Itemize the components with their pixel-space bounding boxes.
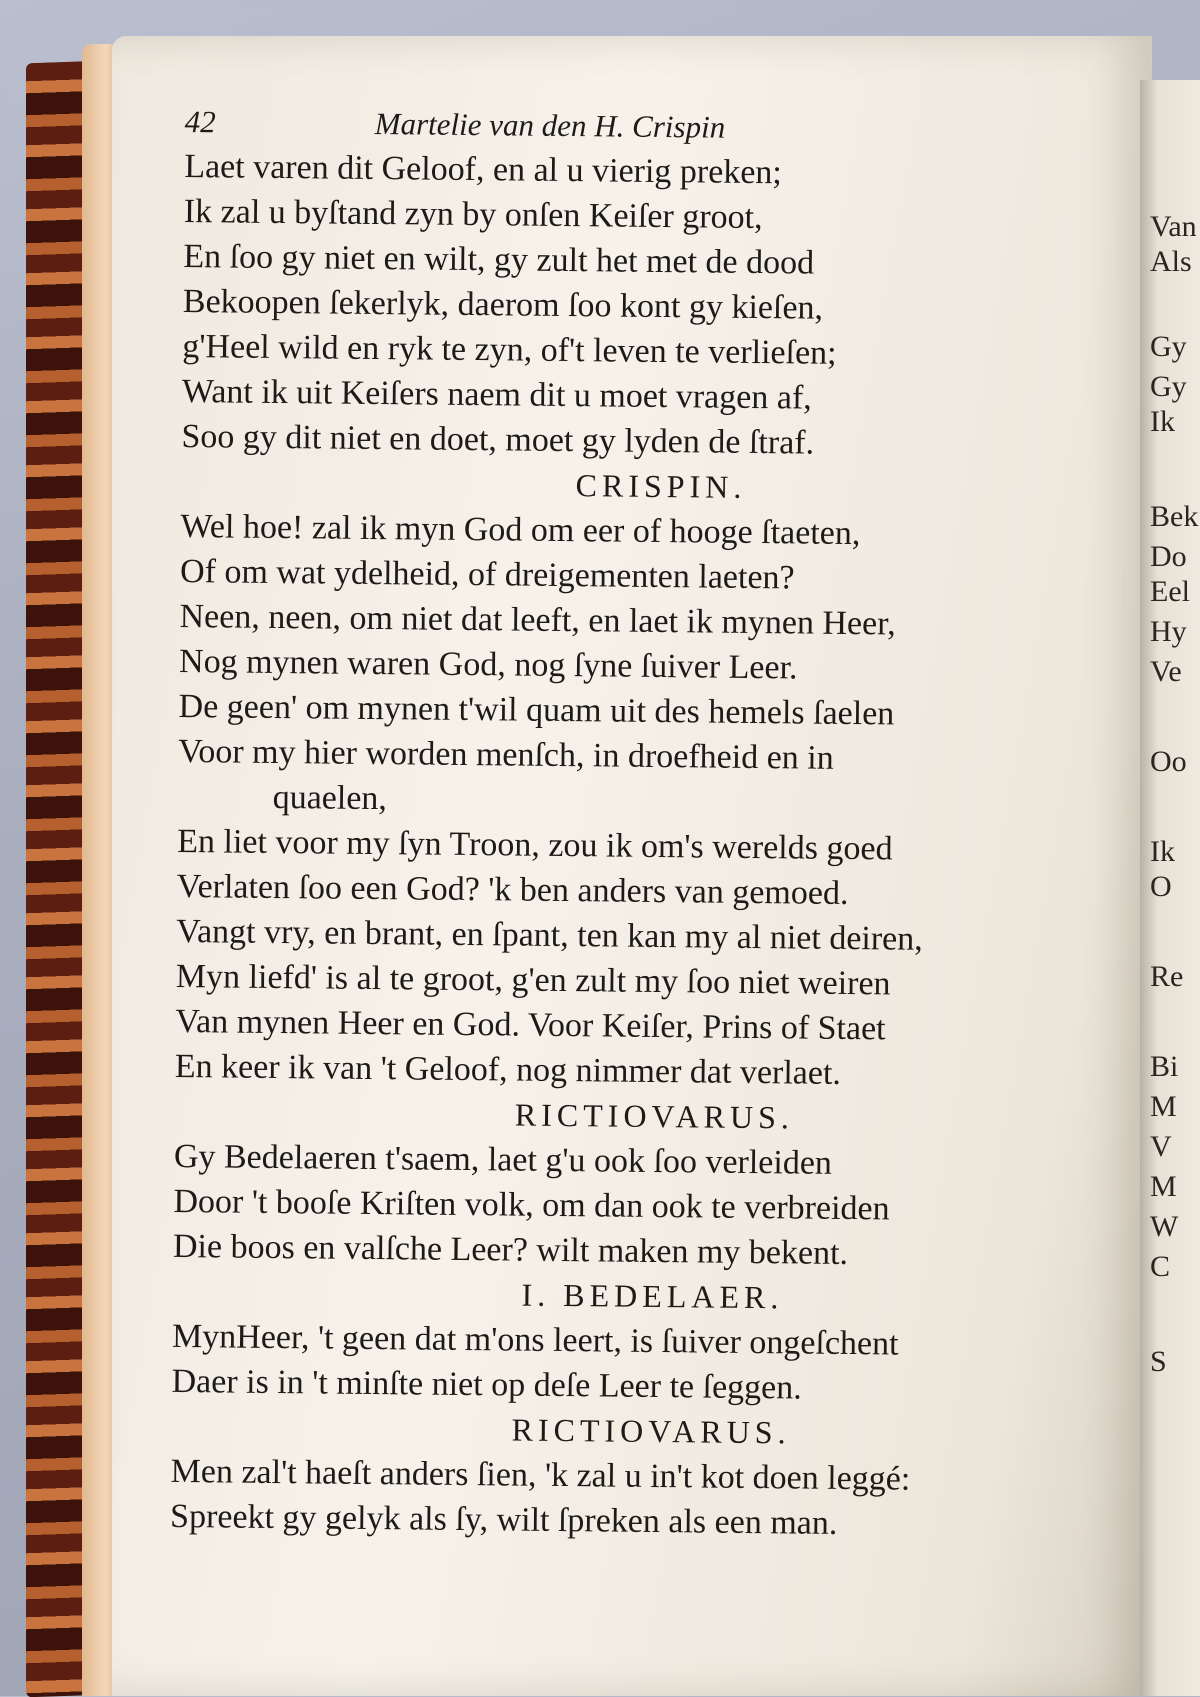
verse-line: Bekoopen ſekerlyk, daerom ſoo kont gy kieſen, — [182, 282, 824, 327]
verse-line: Of om wat ydelheid, of dreigementen laeten? — [179, 552, 795, 597]
verse-line: Soo gy dit niet en doet, moet gy lyden de ſtraf. — [181, 417, 815, 462]
right-page-fragment: W — [1150, 1210, 1179, 1243]
right-page-edge — [1140, 80, 1200, 1696]
right-page-fragment: Re — [1150, 960, 1184, 993]
speaker-heading: RICTIOVARUS. — [514, 1096, 795, 1136]
right-page-fragment: Oo — [1150, 745, 1187, 778]
verse-line: Neen, neen, om niet dat leeft, en laet ik mynen Heer, — [179, 597, 896, 643]
speaker-heading: CRISPIN. — [575, 467, 747, 505]
right-page-fragment: Gy — [1150, 330, 1187, 363]
right-page-fragment: O — [1150, 870, 1172, 903]
verse-line: Van mynen Heer en God. Voor Keiſer, Prins of Staet — [175, 1002, 886, 1048]
verse-line: quaelen, — [272, 778, 388, 818]
verse-line: Wel hoe! zal ik myn God om eer of hooge ſtaeten, — [180, 507, 861, 553]
verse-line: Nog mynen waren God, nog ſyne ſuiver Leer. — [178, 642, 798, 687]
verse-line: Spreekt gy gelyk als ſy, wilt ſpreken als een man. — [169, 1497, 838, 1542]
right-page-fragment: M — [1150, 1090, 1177, 1123]
page-text — [170, 100, 1125, 1549]
verse-line: Ik zal u byſtand zyn by onſen Keiſer groot, — [183, 192, 763, 237]
verse-line: Gy Bedelaeren t'saem, laet g'u ook ſoo verleiden — [173, 1137, 833, 1182]
verse-line: MynHeer, 't geen dat m'ons leert, is ſuiver ongeſchent — [171, 1317, 899, 1363]
verse-line: Myn liefd' is al te groot, g'en zult my ſoo niet weiren — [175, 957, 891, 1003]
verse-line: En keer ik van 't Geloof, nog nimmer dat verlaet. — [174, 1047, 842, 1092]
speaker-heading: I. BEDELAER. — [521, 1276, 784, 1316]
right-page-fragment: Do — [1150, 540, 1187, 573]
right-page-fragment: Gy — [1150, 370, 1187, 403]
verse-line: En ſoo gy niet en wilt, gy zult het met de dood — [183, 237, 815, 282]
right-page-fragment: C — [1150, 1250, 1171, 1283]
right-page-fragment: Ve — [1150, 655, 1182, 688]
right-page-fragment: Als — [1150, 245, 1192, 278]
right-page-fragment: V — [1150, 1130, 1172, 1163]
right-page-fragment: M — [1150, 1170, 1177, 1203]
right-page-fragment: Ik — [1150, 405, 1175, 438]
speaker-heading: RICTIOVARUS. — [511, 1411, 791, 1451]
verse-line: Men zal't haeſt anders ſien, 'k zal u in't kot doen leggé: — [170, 1452, 911, 1498]
verse-line: Vangt vry, en brant, en ſpant, ten kan my al niet deiren, — [176, 912, 923, 958]
right-page-fragment: Ik — [1150, 835, 1175, 868]
verse-line: Daer is in 't minſte niet op deſe Leer te ſeggen. — [171, 1362, 802, 1407]
verse-body — [170, 144, 1125, 1549]
verse-line: Verlaten ſoo een God? 'k ben anders van gemoed. — [176, 867, 849, 912]
verse-line: De geen' om mynen t'wil quam uit des hemels ſaelen — [178, 687, 895, 733]
verse-line: Want ik uit Keiſers naem dit u moet vragen af, — [181, 372, 812, 417]
right-page-fragment: S — [1150, 1345, 1167, 1378]
verse-line: g'Heel wild en ryk te zyn, of't leven te verlieſen; — [182, 327, 837, 372]
verse-line: Voor my hier worden menſch, in droefheid en in — [177, 732, 834, 777]
page-number: 42 — [184, 103, 216, 140]
running-title: Martelie van den H. Crispin — [374, 105, 726, 145]
right-page-fragment: Bi — [1150, 1050, 1179, 1083]
right-page-fragment: Bek — [1150, 500, 1199, 533]
verse-line: En liet voor my ſyn Troon, zou ik om's werelds goed — [177, 822, 893, 868]
right-page-fragment: Hy — [1150, 615, 1187, 648]
verse-line: Die boos en valſche Leer? wilt maken my bekent. — [172, 1227, 849, 1273]
right-page-fragment: Eel — [1150, 575, 1190, 608]
right-page-fragment: Van — [1150, 210, 1197, 243]
verse-line: Laet varen dit Geloof, en al u vierig preken; — [184, 147, 783, 192]
verse-line: Door 't booſe Kriſten volk, om dan ook te verbreiden — [173, 1182, 890, 1228]
